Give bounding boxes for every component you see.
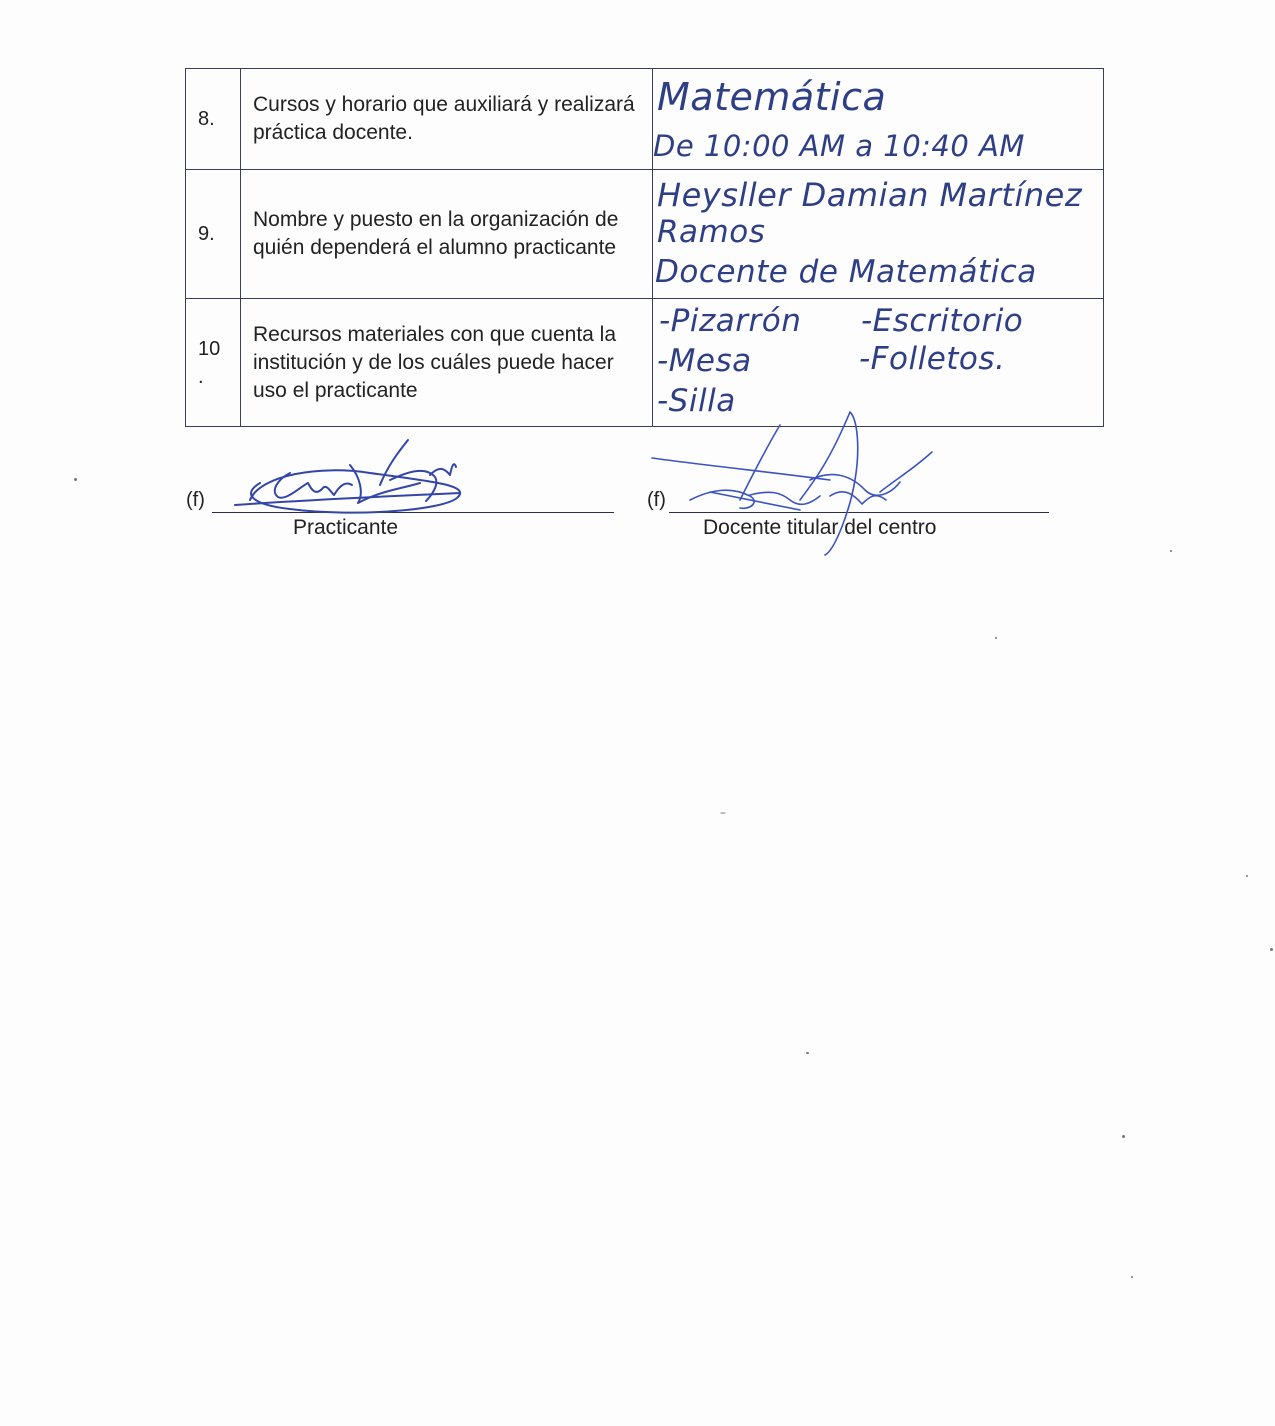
- handwritten-line: Matemática: [657, 75, 887, 119]
- signature-prefix: (f): [186, 489, 205, 511]
- signature-scribble-icon: [650, 400, 950, 560]
- signature-scribble-icon: [230, 435, 480, 525]
- handwritten-item: -Silla: [657, 383, 736, 419]
- scan-speck: [1270, 948, 1273, 951]
- handwritten-line: Heysller Damian Martínez: [657, 176, 1083, 214]
- scan-speck: [74, 478, 77, 481]
- signature-caption: Docente titular del centro: [703, 516, 937, 539]
- signature-area: [0, 0, 1275, 600]
- handwritten-line: Docente de Matemática: [655, 254, 1037, 290]
- handwritten-item: -Pizarrón: [659, 303, 802, 339]
- scan-speck: [1170, 550, 1172, 552]
- handwritten-item: -Mesa: [657, 343, 752, 379]
- handwritten-line: De 10:00 AM a 10:40 AM: [653, 129, 1025, 163]
- scan-speck: [1122, 1135, 1125, 1138]
- handwritten-item: -Escritorio: [861, 303, 1024, 339]
- row-label: Nombre y puesto en la organización de quién dependerá el alumno practicante: [241, 170, 653, 299]
- scan-speck: [995, 637, 997, 639]
- handwritten-line: Ramos: [657, 214, 766, 250]
- scan-speck: [1131, 1276, 1133, 1278]
- signature-prefix: (f): [647, 489, 666, 511]
- scan-speck: [806, 1052, 809, 1054]
- row-number: 9.: [186, 170, 241, 299]
- scan-speck: [720, 812, 726, 814]
- scan-speck: [1246, 875, 1248, 877]
- signature-caption: Practicante: [293, 516, 399, 539]
- row-number: 8.: [186, 69, 241, 170]
- row-label: Recursos materiales con que cuenta la institución y de los cuáles puede hacer uso el practicante: [241, 299, 653, 427]
- row-number: 10 .: [186, 299, 241, 427]
- row-label: Cursos y horario que auxiliará y realizará práctica docente.: [241, 69, 653, 170]
- handwritten-item: -Folletos.: [859, 341, 1006, 377]
